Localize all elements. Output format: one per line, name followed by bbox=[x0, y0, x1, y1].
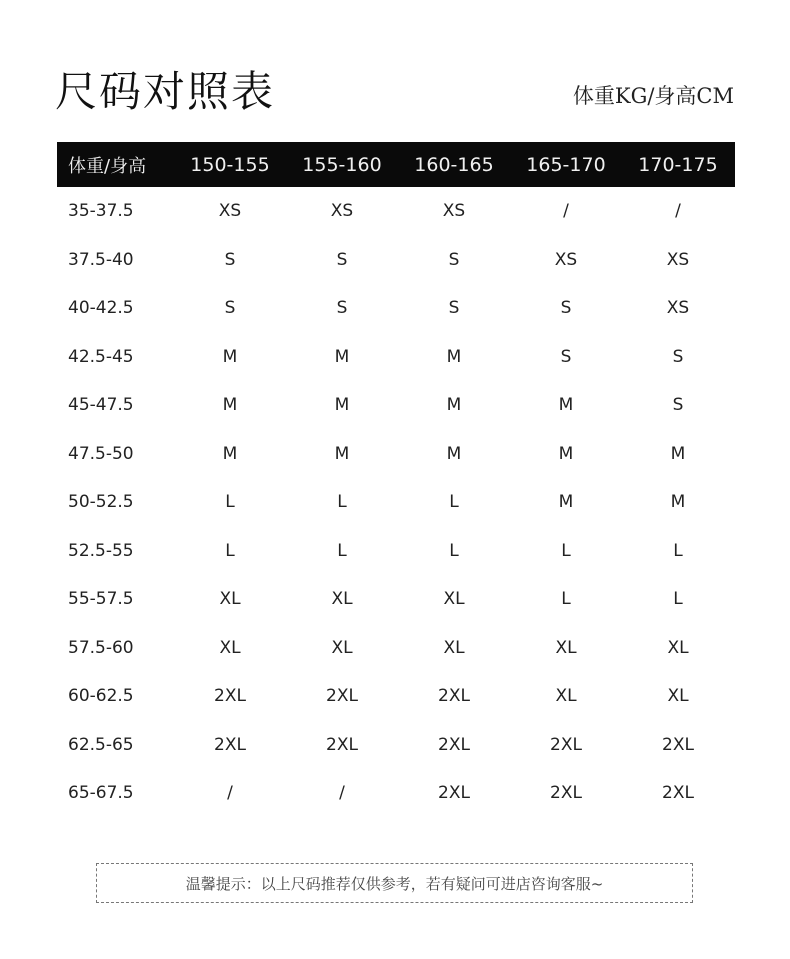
size-cell: 2XL bbox=[326, 686, 358, 707]
size-cell: / bbox=[675, 201, 681, 222]
size-cell: L bbox=[337, 540, 347, 561]
size-cell: 2XL bbox=[214, 686, 246, 707]
size-cell: 2XL bbox=[662, 783, 694, 804]
size-cell: XS bbox=[330, 201, 354, 222]
size-cell: M bbox=[222, 346, 238, 367]
tip-box bbox=[96, 863, 693, 903]
size-cell: 2XL bbox=[326, 734, 358, 755]
weight-range-cell: 42.5-45 bbox=[68, 346, 134, 367]
size-cell: 2XL bbox=[550, 783, 582, 804]
weight-range-cell: 35-37.5 bbox=[68, 201, 134, 222]
table-row bbox=[57, 721, 735, 770]
size-cell: M bbox=[222, 395, 238, 416]
size-cell: L bbox=[561, 540, 571, 561]
size-cell: S bbox=[672, 346, 684, 367]
size-cell: 2XL bbox=[214, 734, 246, 755]
size-cell: XS bbox=[554, 249, 578, 270]
table-row bbox=[57, 187, 735, 236]
size-cell: S bbox=[448, 249, 460, 270]
size-cell: S bbox=[336, 249, 348, 270]
size-cell: M bbox=[558, 395, 574, 416]
size-cell: M bbox=[334, 395, 350, 416]
page-title: 尺码对照表 bbox=[55, 67, 276, 116]
weight-range-cell: 65-67.5 bbox=[68, 783, 134, 804]
header-cell: 体重/身高 bbox=[68, 155, 147, 177]
size-cell: XL bbox=[219, 637, 241, 658]
size-cell: S bbox=[224, 298, 236, 319]
unit-label: 体重KG/身高CM bbox=[572, 84, 734, 108]
weight-range-cell: 55-57.5 bbox=[68, 589, 134, 610]
size-cell: S bbox=[560, 346, 572, 367]
size-cell: M bbox=[334, 346, 350, 367]
size-cell: S bbox=[224, 249, 236, 270]
size-cell: S bbox=[672, 395, 684, 416]
table-header-row bbox=[57, 142, 735, 187]
header-cell: 165-170 bbox=[526, 153, 606, 176]
table-row bbox=[57, 769, 735, 818]
weight-range-cell: 52.5-55 bbox=[68, 540, 134, 561]
table-row bbox=[57, 527, 735, 576]
size-cell: S bbox=[560, 298, 572, 319]
table-row bbox=[57, 284, 735, 333]
tip-text: 温馨提示：以上尺码推荐仅供参考，若有疑问可进店咨询客服~ bbox=[185, 874, 604, 893]
weight-range-cell: 50-52.5 bbox=[68, 492, 134, 513]
size-cell: M bbox=[334, 443, 350, 464]
weight-range-cell: 57.5-60 bbox=[68, 637, 134, 658]
weight-range-cell: 62.5-65 bbox=[68, 734, 134, 755]
size-cell: M bbox=[670, 443, 686, 464]
size-cell: XL bbox=[443, 589, 465, 610]
size-cell: XS bbox=[218, 201, 242, 222]
table-row bbox=[57, 672, 735, 721]
size-cell: XL bbox=[667, 637, 689, 658]
size-cell: XL bbox=[667, 686, 689, 707]
size-cell: / bbox=[563, 201, 569, 222]
size-cell: M bbox=[446, 395, 462, 416]
size-cell: M bbox=[446, 346, 462, 367]
size-cell: XL bbox=[219, 589, 241, 610]
weight-range-cell: 60-62.5 bbox=[68, 686, 134, 707]
weight-range-cell: 45-47.5 bbox=[68, 395, 134, 416]
size-cell: XL bbox=[331, 637, 353, 658]
size-cell: XL bbox=[555, 637, 577, 658]
size-cell: XS bbox=[666, 249, 690, 270]
size-cell: M bbox=[446, 443, 462, 464]
table-row bbox=[57, 381, 735, 430]
size-cell: / bbox=[227, 783, 233, 804]
size-cell: M bbox=[558, 492, 574, 513]
table-body bbox=[57, 187, 735, 818]
size-cell: L bbox=[561, 589, 571, 610]
weight-range-cell: 37.5-40 bbox=[68, 249, 134, 270]
table-row bbox=[57, 624, 735, 673]
size-cell: XS bbox=[442, 201, 466, 222]
size-cell: 2XL bbox=[662, 734, 694, 755]
size-cell: L bbox=[337, 492, 347, 513]
size-cell: M bbox=[558, 443, 574, 464]
header-cell: 160-165 bbox=[414, 153, 494, 176]
table-row bbox=[57, 575, 735, 624]
size-cell: XL bbox=[331, 589, 353, 610]
table-row bbox=[57, 236, 735, 285]
header-cell: 150-155 bbox=[190, 153, 270, 176]
size-cell: M bbox=[222, 443, 238, 464]
table-row bbox=[57, 333, 735, 382]
size-cell: XL bbox=[443, 637, 465, 658]
size-cell: 2XL bbox=[438, 783, 470, 804]
size-cell: XL bbox=[555, 686, 577, 707]
size-cell: L bbox=[673, 540, 683, 561]
size-cell: M bbox=[670, 492, 686, 513]
size-cell: L bbox=[449, 492, 459, 513]
size-cell: 2XL bbox=[438, 734, 470, 755]
table-row bbox=[57, 478, 735, 527]
size-cell: / bbox=[339, 783, 345, 804]
size-cell: L bbox=[673, 589, 683, 610]
size-cell: 2XL bbox=[550, 734, 582, 755]
size-cell: S bbox=[448, 298, 460, 319]
size-cell: XS bbox=[666, 298, 690, 319]
size-cell: S bbox=[336, 298, 348, 319]
weight-range-cell: 47.5-50 bbox=[68, 443, 134, 464]
header-cell: 170-175 bbox=[638, 153, 718, 176]
size-chart-table bbox=[57, 142, 735, 818]
weight-range-cell: 40-42.5 bbox=[68, 298, 134, 319]
size-cell: L bbox=[225, 492, 235, 513]
table-row bbox=[57, 430, 735, 479]
size-cell: 2XL bbox=[438, 686, 470, 707]
header-cell: 155-160 bbox=[302, 153, 382, 176]
size-cell: L bbox=[225, 540, 235, 561]
size-cell: L bbox=[449, 540, 459, 561]
